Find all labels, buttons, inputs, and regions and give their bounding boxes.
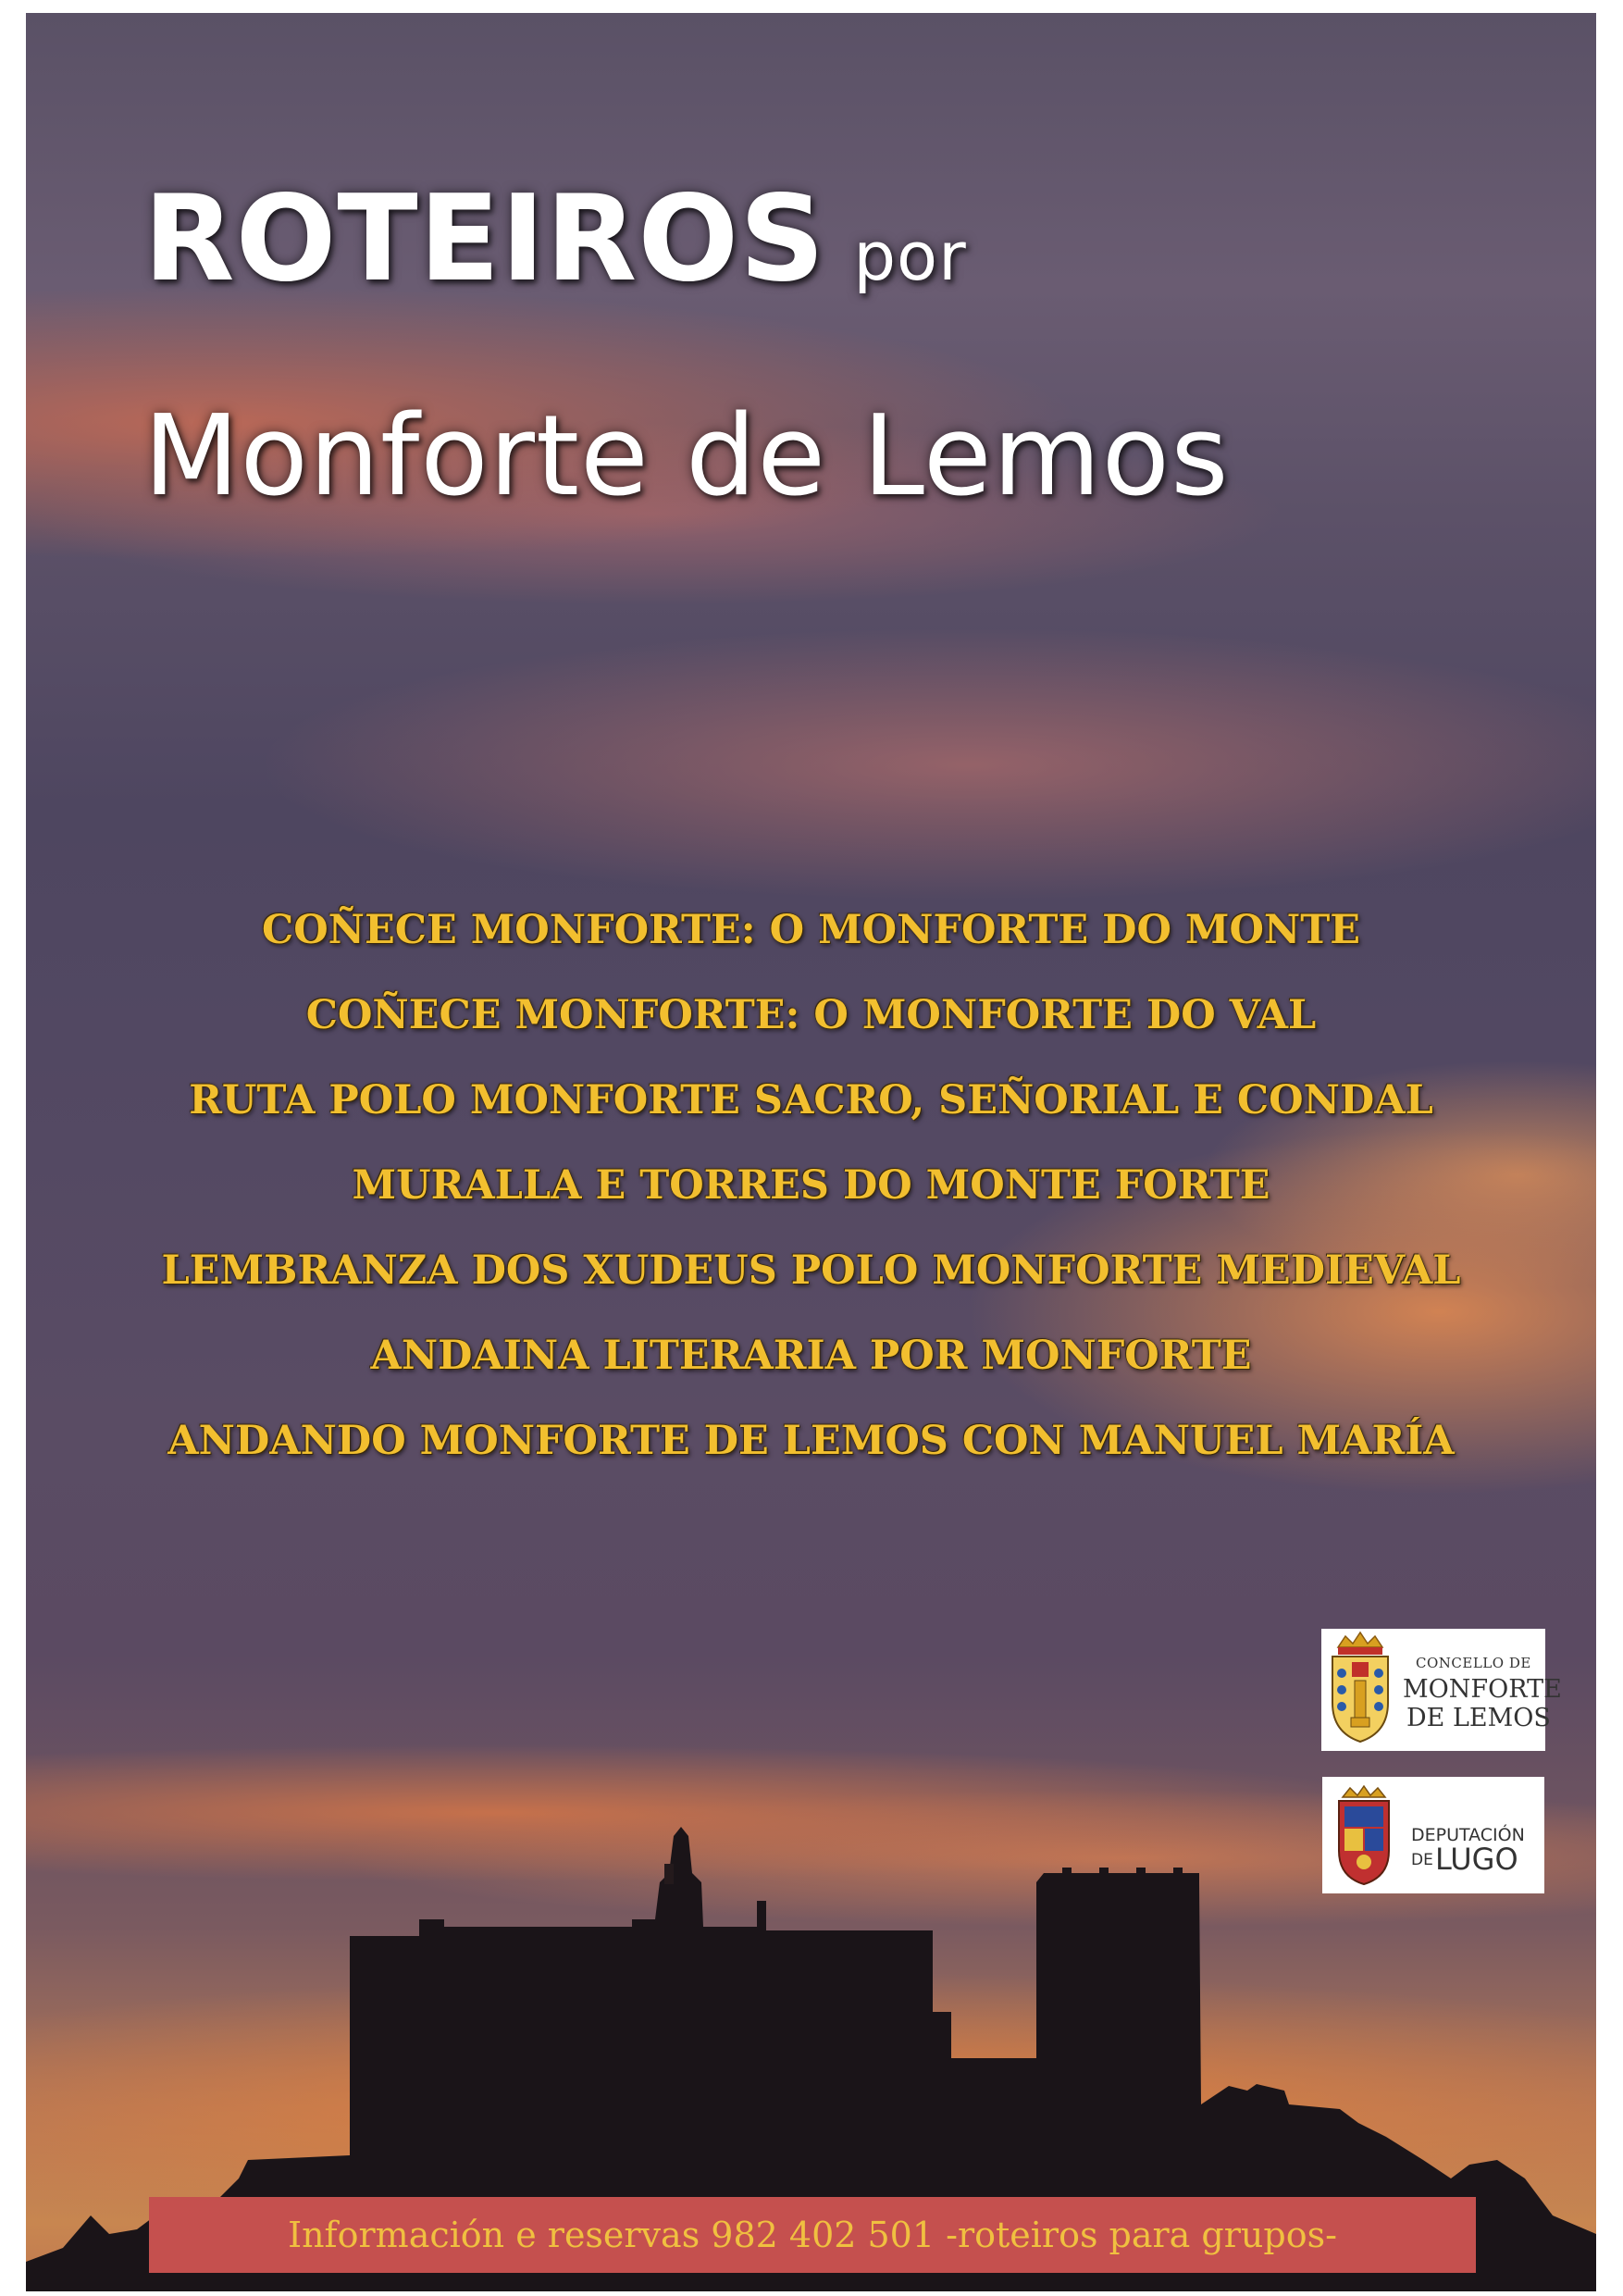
concello-name-1: MONFORTE: [1403, 1675, 1562, 1704]
title-line-1: [143, 170, 967, 308]
route-item: COÑECE MONFORTE: O MONFORTE DO MONTE: [261, 907, 1360, 953]
route-item: MURALLA E TORRES DO MONTE FORTE: [352, 1162, 1270, 1209]
deputacion-name: LUGO: [1435, 1842, 1518, 1877]
title-line-2: Monforte de Lemos: [143, 392, 1230, 521]
info-text: Información e reservas 982 402 501 -roteiros para grupos-: [288, 2215, 1337, 2255]
route-list: [26, 887, 1596, 1483]
route-item: RUTA POLO MONFORTE SACRO, SEÑORIAL E CONDAL: [189, 1077, 1433, 1123]
info-bar: [149, 2197, 1476, 2273]
deputacion-de: DE: [1411, 1851, 1433, 1869]
coat-of-arms-icon: [1321, 1629, 1405, 1751]
route-item: ANDANDO MONFORTE DE LEMOS CON MANUEL MARÍA: [167, 1418, 1455, 1464]
route-item: ANDAINA LITERARIA POR MONFORTE: [370, 1333, 1252, 1379]
concello-name-2: DE LEMOS: [1406, 1704, 1551, 1732]
poster: [26, 13, 1596, 2291]
title-main: ROTEIROS: [143, 170, 826, 308]
concello-label: CONCELLO DE: [1416, 1655, 1531, 1671]
route-item: COÑECE MONFORTE: O MONFORTE DO VAL: [305, 992, 1317, 1038]
title-por: por: [853, 217, 967, 295]
deputacion-label: DEPUTACIÓN: [1411, 1825, 1525, 1845]
route-item: LEMBRANZA DOS XUDEUS POLO MONFORTE MEDIEVAL: [161, 1247, 1461, 1294]
concello-logo: [1321, 1629, 1562, 1751]
